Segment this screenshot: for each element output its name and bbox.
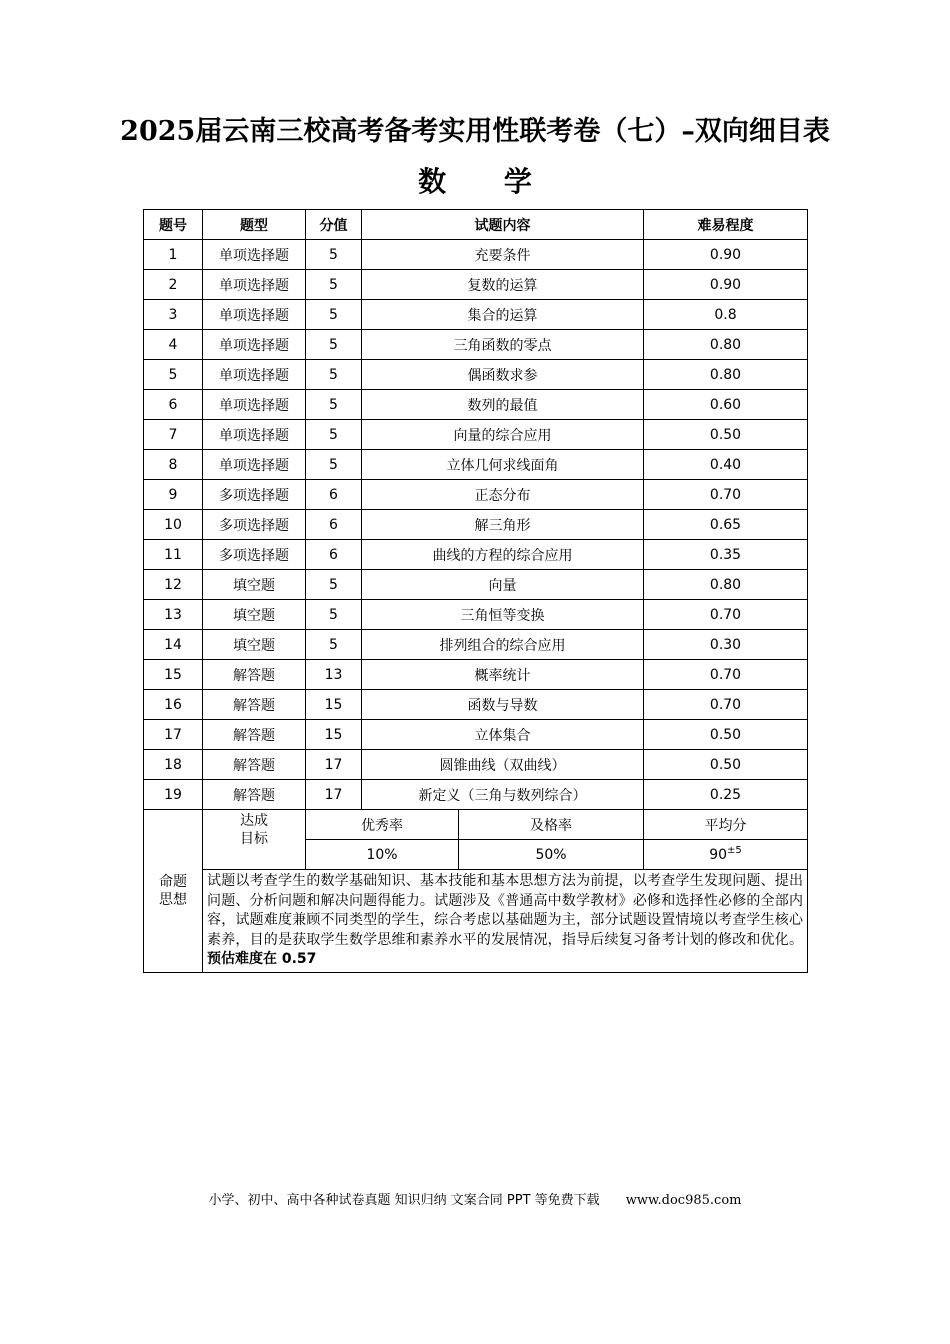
header-difficulty: 难易程度 bbox=[644, 210, 808, 240]
row-difficulty: 0.40 bbox=[644, 450, 808, 480]
goal-label-line2: 目标 bbox=[240, 831, 268, 847]
row-number: 12 bbox=[144, 570, 203, 600]
table-row bbox=[144, 270, 808, 300]
row-difficulty: 0.90 bbox=[644, 240, 808, 270]
row-difficulty: 0.80 bbox=[644, 330, 808, 360]
detail-table bbox=[143, 209, 808, 973]
document-title: 2025届云南三校高考备考实用性联考卷（七）–双向细目表 bbox=[120, 116, 830, 147]
row-score: 5 bbox=[306, 450, 362, 480]
row-difficulty: 0.70 bbox=[644, 600, 808, 630]
row-content: 立体集合 bbox=[362, 720, 644, 750]
table-row bbox=[144, 630, 808, 660]
row-content: 充要条件 bbox=[362, 240, 644, 270]
row-type: 单项选择题 bbox=[203, 420, 306, 450]
row-number: 19 bbox=[144, 780, 203, 810]
table-row bbox=[144, 450, 808, 480]
row-difficulty: 0.30 bbox=[644, 630, 808, 660]
row-content: 三角函数的零点 bbox=[362, 330, 644, 360]
excellent-rate-label: 优秀率 bbox=[306, 810, 459, 840]
row-score: 5 bbox=[306, 240, 362, 270]
table-row bbox=[144, 660, 808, 690]
row-type: 单项选择题 bbox=[203, 330, 306, 360]
row-difficulty: 0.65 bbox=[644, 510, 808, 540]
row-content: 集合的运算 bbox=[362, 300, 644, 330]
table-row bbox=[144, 330, 808, 360]
row-type: 解答题 bbox=[203, 660, 306, 690]
row-score: 5 bbox=[306, 360, 362, 390]
row-difficulty: 0.70 bbox=[644, 690, 808, 720]
row-type: 解答题 bbox=[203, 780, 306, 810]
row-type: 解答题 bbox=[203, 750, 306, 780]
row-score: 17 bbox=[306, 750, 362, 780]
row-difficulty: 0.35 bbox=[644, 540, 808, 570]
header-type: 题型 bbox=[203, 210, 306, 240]
row-number: 3 bbox=[144, 300, 203, 330]
intent-side-label bbox=[144, 810, 203, 973]
row-number: 17 bbox=[144, 720, 203, 750]
row-type: 单项选择题 bbox=[203, 270, 306, 300]
table-header-row bbox=[144, 210, 808, 240]
row-difficulty: 0.8 bbox=[644, 300, 808, 330]
row-score: 6 bbox=[306, 510, 362, 540]
table-row bbox=[144, 720, 808, 750]
table-row bbox=[144, 240, 808, 270]
row-type: 多项选择题 bbox=[203, 510, 306, 540]
intent-description bbox=[203, 870, 808, 973]
row-difficulty: 0.50 bbox=[644, 420, 808, 450]
row-number: 13 bbox=[144, 600, 203, 630]
row-number: 1 bbox=[144, 240, 203, 270]
row-score: 5 bbox=[306, 630, 362, 660]
row-type: 多项选择题 bbox=[203, 540, 306, 570]
row-score: 5 bbox=[306, 300, 362, 330]
row-difficulty: 0.90 bbox=[644, 270, 808, 300]
row-difficulty: 0.50 bbox=[644, 720, 808, 750]
row-type: 单项选择题 bbox=[203, 390, 306, 420]
row-number: 11 bbox=[144, 540, 203, 570]
intent-side-label-line2: 思想 bbox=[159, 891, 187, 908]
row-score: 6 bbox=[306, 480, 362, 510]
row-type: 单项选择题 bbox=[203, 240, 306, 270]
table-row bbox=[144, 360, 808, 390]
row-number: 9 bbox=[144, 480, 203, 510]
description-row bbox=[144, 870, 808, 973]
table-body bbox=[144, 240, 808, 973]
table-row bbox=[144, 780, 808, 810]
row-number: 6 bbox=[144, 390, 203, 420]
goal-row-labels bbox=[144, 810, 808, 840]
row-type: 多项选择题 bbox=[203, 480, 306, 510]
row-number: 4 bbox=[144, 330, 203, 360]
table-row bbox=[144, 420, 808, 450]
row-content: 向量 bbox=[362, 570, 644, 600]
page-footer bbox=[0, 1191, 950, 1211]
table-row bbox=[144, 690, 808, 720]
row-difficulty: 0.80 bbox=[644, 570, 808, 600]
row-content: 复数的运算 bbox=[362, 270, 644, 300]
header-content: 试题内容 bbox=[362, 210, 644, 240]
row-content: 新定义（三角与数列综合） bbox=[362, 780, 644, 810]
row-number: 14 bbox=[144, 630, 203, 660]
table-row bbox=[144, 750, 808, 780]
row-number: 15 bbox=[144, 660, 203, 690]
row-score: 13 bbox=[306, 660, 362, 690]
row-score: 5 bbox=[306, 390, 362, 420]
intent-description-text: 试题以考查学生的数学基础知识、基本技能和基本思想方法为前提，以考查学生发现问题、提出问题、分析问题和解决问题得能力。试题涉及《普通高中数学教材》必修和选择性必修的全部内容，试题难度兼顾不同类型的学生，综合考虑以基础题为主，部分试题设置情境以考查学生核心素养，目的是获取学生数学思维和素养水平的发展情况，指导后续复习备考计划的修改和优化。 bbox=[207, 873, 803, 948]
row-content: 数列的最值 bbox=[362, 390, 644, 420]
row-content: 圆锥曲线（双曲线） bbox=[362, 750, 644, 780]
row-number: 7 bbox=[144, 420, 203, 450]
goal-label bbox=[203, 810, 306, 870]
footer-text: 小学、初中、高中各种试卷真题 知识归纳 文案合同 PPT 等免费下载 bbox=[208, 1193, 600, 1208]
row-number: 8 bbox=[144, 450, 203, 480]
row-score: 5 bbox=[306, 330, 362, 360]
row-content: 偶函数求参 bbox=[362, 360, 644, 390]
row-type: 填空题 bbox=[203, 600, 306, 630]
average-label: 平均分 bbox=[644, 810, 808, 840]
average-tolerance: ±5 bbox=[727, 844, 742, 856]
row-score: 6 bbox=[306, 540, 362, 570]
row-difficulty: 0.60 bbox=[644, 390, 808, 420]
row-type: 填空题 bbox=[203, 630, 306, 660]
header-number: 题号 bbox=[144, 210, 203, 240]
row-content: 立体几何求线面角 bbox=[362, 450, 644, 480]
pass-rate-value: 50% bbox=[459, 840, 644, 870]
table-row bbox=[144, 390, 808, 420]
row-type: 填空题 bbox=[203, 570, 306, 600]
table-row bbox=[144, 300, 808, 330]
table-row bbox=[144, 600, 808, 630]
pass-rate-label: 及格率 bbox=[459, 810, 644, 840]
header-score: 分值 bbox=[306, 210, 362, 240]
row-content: 排列组合的综合应用 bbox=[362, 630, 644, 660]
row-content: 曲线的方程的综合应用 bbox=[362, 540, 644, 570]
row-type: 解答题 bbox=[203, 690, 306, 720]
row-score: 17 bbox=[306, 780, 362, 810]
row-score: 5 bbox=[306, 270, 362, 300]
row-difficulty: 0.70 bbox=[644, 660, 808, 690]
row-content: 解三角形 bbox=[362, 510, 644, 540]
row-content: 向量的综合应用 bbox=[362, 420, 644, 450]
row-type: 解答题 bbox=[203, 720, 306, 750]
row-number: 10 bbox=[144, 510, 203, 540]
row-score: 15 bbox=[306, 720, 362, 750]
row-score: 5 bbox=[306, 570, 362, 600]
table-row bbox=[144, 480, 808, 510]
row-type: 单项选择题 bbox=[203, 450, 306, 480]
row-type: 单项选择题 bbox=[203, 360, 306, 390]
table-row bbox=[144, 540, 808, 570]
intent-side-label-line1: 命题 bbox=[159, 873, 187, 890]
row-content: 概率统计 bbox=[362, 660, 644, 690]
row-difficulty: 0.50 bbox=[644, 750, 808, 780]
row-score: 5 bbox=[306, 600, 362, 630]
average-value-cell bbox=[644, 840, 808, 870]
goal-label-line1: 达成 bbox=[240, 813, 268, 829]
document-subtitle: 数 学 bbox=[418, 165, 556, 198]
excellent-rate-value: 10% bbox=[306, 840, 459, 870]
row-number: 2 bbox=[144, 270, 203, 300]
estimated-difficulty: 预估难度在 0.57 bbox=[207, 951, 317, 967]
row-difficulty: 0.70 bbox=[644, 480, 808, 510]
average-value: 90 bbox=[709, 846, 728, 863]
row-number: 5 bbox=[144, 360, 203, 390]
row-number: 18 bbox=[144, 750, 203, 780]
row-number: 16 bbox=[144, 690, 203, 720]
row-type: 单项选择题 bbox=[203, 300, 306, 330]
table-row bbox=[144, 510, 808, 540]
row-difficulty: 0.80 bbox=[644, 360, 808, 390]
row-content: 函数与导数 bbox=[362, 690, 644, 720]
row-content: 三角恒等变换 bbox=[362, 600, 644, 630]
row-score: 5 bbox=[306, 420, 362, 450]
table-row bbox=[144, 570, 808, 600]
row-score: 15 bbox=[306, 690, 362, 720]
footer-url[interactable]: www.doc985.com bbox=[625, 1193, 742, 1208]
row-content: 正态分布 bbox=[362, 480, 644, 510]
row-difficulty: 0.25 bbox=[644, 780, 808, 810]
